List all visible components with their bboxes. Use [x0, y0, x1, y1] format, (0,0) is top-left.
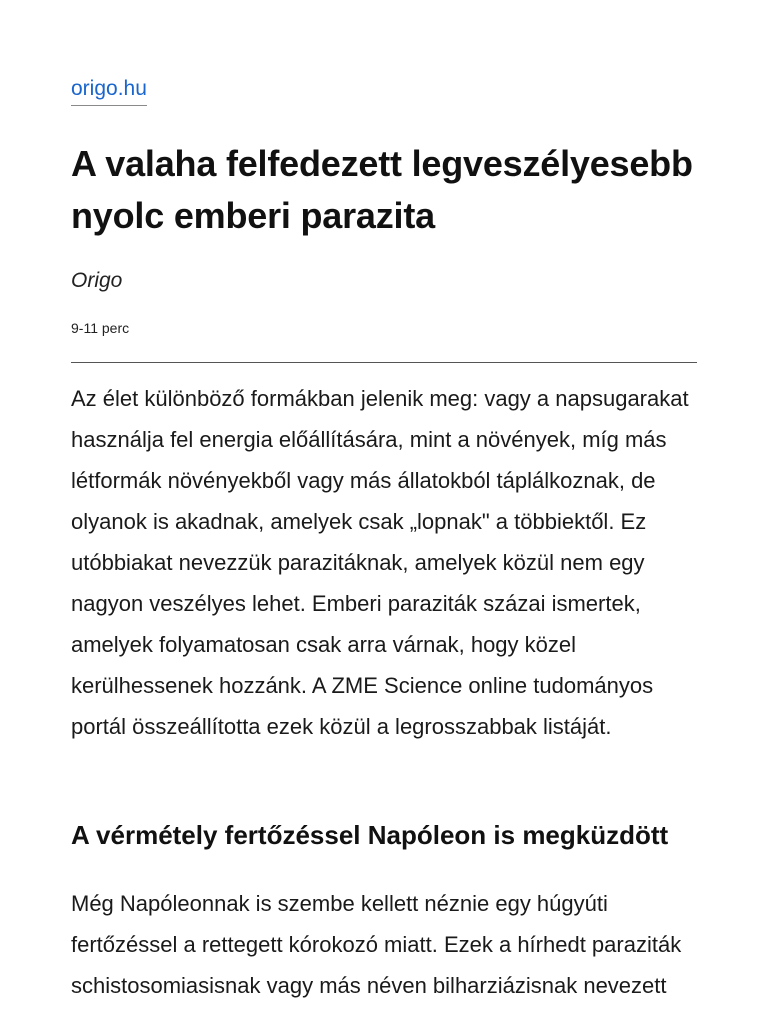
divider	[71, 362, 697, 363]
section-paragraph: Még Napóleonnak is szembe kellett néznie egy húgyúti fertőzéssel a rettegett kórokozó miatt. Ezek a hírhedt paraziták schistosomiasisnak vagy más néven bilharziázisnak nevezett	[71, 891, 682, 998]
section-heading: A vérmétely fertőzéssel Napóleon is megküzdött	[71, 820, 669, 850]
article-title: A valaha felfedezett legveszélyesebb nyolc emberi parazita	[71, 143, 693, 236]
intro-paragraph: Az élet különböző formákban jelenik meg: vagy a napsugarakat használja fel energia előállítására, mint a növények, míg más létformák növényekből vagy más állatokból táplálkoznak, de olyanok is akadnak, amelyek csak „lopnak" a többiektől. Ez utóbbiakat nevezzük parazitáknak, amelyek közül nem egy nagyon veszélyes lehet. Emberi paraziták százai ismertek, amelyek folyamatosan csak arra várnak, hogy közel kerülhessenek hozzánk. A ZME Science online tudományos portál összeállította ezek közül a legrosszabbak listáját.	[71, 386, 689, 739]
read-time: 9-11 perc	[71, 320, 130, 336]
article-author: Origo	[71, 269, 123, 292]
source-link[interactable]: origo.hu	[71, 76, 147, 106]
